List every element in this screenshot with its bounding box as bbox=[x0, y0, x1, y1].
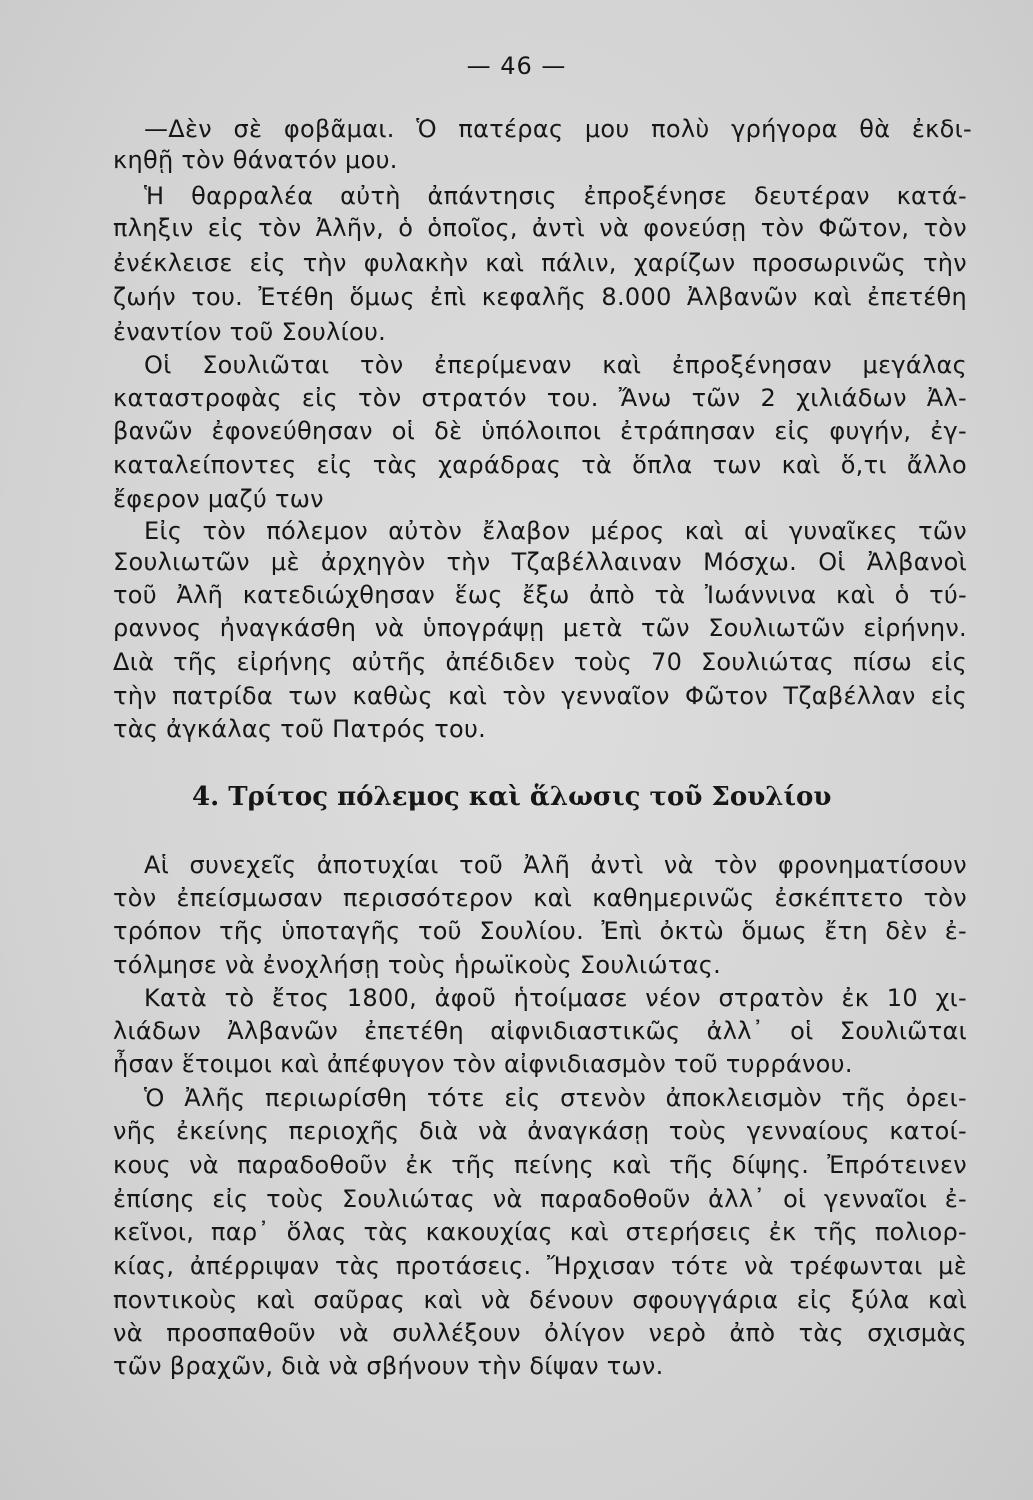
text-line: ἔφερον μαζύ των bbox=[113, 485, 324, 513]
text-line: νὰ προσπαθοῦν νὰ συλλέξουν ὀλίγον νερὸ ἀπὸ τὰς σχισμὰς bbox=[113, 1319, 967, 1347]
text-line: νῆς ἐκείνης περιοχῆς διὰ νὰ ἀναγκάσῃ τοὺς γενναίους κατοί- bbox=[113, 1117, 967, 1145]
text-line: τὰς ἀγκάλας τοῦ Πατρός του. bbox=[113, 715, 487, 743]
text-line: τῶν βραχῶν, διὰ νὰ σβήνουν τὴν δίψαν των. bbox=[113, 1352, 664, 1380]
text-line: κίας, ἀπέρριψαν τὰς προτάσεις. Ἤρχισαν τότε νὰ τρέφωνται μὲ bbox=[113, 1252, 967, 1280]
text-line: καταλείποντες εἰς τὰς χαράδρας τὰ ὅπλα των καὶ ὅ,τι ἄλλο bbox=[113, 451, 967, 479]
text-line: ἐνέκλεισε εἰς τὴν φυλακὴν καὶ πάλιν, χαρίζων προσωρινῶς τὴν bbox=[113, 249, 967, 277]
text-line: Σουλιωτῶν μὲ ἀρχηγὸν τὴν Τζαβέλλαιναν Μόσχω. Οἱ Ἀλβανοὶ bbox=[113, 548, 967, 576]
text-line: ἦσαν ἕτοιμοι καὶ ἀπέφυγον τὸν αἰφνιδιασμὸν τοῦ τυρράνου. bbox=[113, 1050, 853, 1078]
text-line: Οἱ Σουλιῶται τὸν ἐπερίμεναν καὶ ἐπροξένησαν μεγάλας bbox=[144, 351, 967, 379]
page-number: — 46 — bbox=[466, 52, 567, 80]
text-line: κηθῇ τὸν θάνατόν μου. bbox=[113, 146, 398, 174]
text-line: ραννος ἠναγκάσθη νὰ ὑπογράψῃ μετὰ τῶν Σουλιωτῶν εἰρήνην. bbox=[113, 614, 967, 642]
text-line: —Δὲν σὲ φοβᾶμαι. Ὁ πατέρας μου πολὺ γρήγορα θὰ ἐκδι- bbox=[144, 115, 972, 143]
text-line: ἐπίσης εἰς τοὺς Σουλιώτας νὰ παραδοθοῦν ἀλλ᾽ οἱ γενναῖοι ἐ- bbox=[113, 1185, 967, 1213]
section-heading: 4. Τρίτος πόλεμος καὶ ἅλωσις τοῦ Σουλίου bbox=[192, 782, 832, 812]
text-line: λιάδων Ἀλβανῶν ἐπετέθη αἰφνιδιαστικῶς ἀλλ᾽ οἱ Σουλιῶται bbox=[113, 1017, 967, 1045]
text-line: ζωήν του. Ἐτέθη ὅμως ἐπὶ κεφαλῆς 8.000 Ἀλβανῶν καὶ ἐπετέθη bbox=[113, 283, 967, 311]
text-line: τοῦ Ἀλῆ κατεδιώχθησαν ἕως ἔξω ἀπὸ τὰ Ἰωάννινα καὶ ὁ τύ- bbox=[113, 581, 967, 609]
text-line: ποντικοὺς καὶ σαῦρας καὶ νὰ δένουν σφουγγάρια εἰς ξύλα καὶ bbox=[113, 1286, 967, 1314]
text-line: τόλμησε νὰ ἐνοχλήσῃ τοὺς ἡρωϊκοὺς Σουλιώτας. bbox=[113, 951, 722, 979]
text-line: Διὰ τῆς εἰρήνης αὐτῆς ἀπέδιδεν τοὺς 70 Σουλιώτας πίσω εἰς bbox=[113, 648, 967, 676]
text-line: τὴν πατρίδα των καθὼς καὶ τὸν γενναῖον Φῶτον Τζαβέλλαν εἰς bbox=[113, 682, 967, 710]
text-line: τρόπον τῆς ὑποταγῆς τοῦ Σουλίου. Ἐπὶ ὀκτὼ ὅμως ἔτη δὲν ἐ- bbox=[113, 917, 967, 945]
text-line: Κατὰ τὸ ἔτος 1800, ἀφοῦ ἡτοίμασε νέον στρατὸν ἐκ 10 χι- bbox=[144, 984, 967, 1012]
text-line: τὸν ἐπείσμωσαν περισσότερον καὶ καθημερινῶς ἐσκέπτετο τὸν bbox=[113, 884, 967, 912]
text-line: βανῶν ἐφονεύθησαν οἱ δὲ ὑπόλοιποι ἐτράπησαν εἰς φυγήν, ἐγ- bbox=[113, 417, 967, 445]
text-line: Ὁ Ἀλῆς περιωρίσθη τότε εἰς στενὸν ἀποκλεισμὸν τῆς ὀρει- bbox=[144, 1084, 967, 1112]
text-line: κους νὰ παραδοθοῦν ἐκ τῆς πείνης καὶ τῆς δίψης. Ἐπρότεινεν bbox=[113, 1151, 967, 1179]
text-line: καταστροφὰς εἰς τὸν στρατόν του. Ἄνω τῶν 2 χιλιάδων Ἀλ- bbox=[113, 384, 967, 412]
text-line: Ἡ θαρραλέα αὐτὴ ἀπάντησις ἐπροξένησε δευτέραν κατά- bbox=[144, 182, 967, 210]
text-line: ἐναντίον τοῦ Σουλίου. bbox=[113, 318, 387, 346]
text-line: κεῖνοι, παρ᾽ ὅλας τὰς κακουχίας καὶ στερήσεις ἐκ τῆς πολιορ- bbox=[113, 1218, 967, 1246]
text-line: πληξιν εἰς τὸν Ἀλῆν, ὁ ὁποῖος, ἀντὶ νὰ φονεύσῃ τὸν Φῶτον, τὸν bbox=[113, 214, 967, 242]
text-line: Αἱ συνεχεῖς ἀποτυχίαι τοῦ Ἀλῆ ἀντὶ νὰ τὸν φρονηματίσουν bbox=[144, 851, 967, 879]
text-line: Εἰς τὸν πόλεμον αὐτὸν ἔλαβον μέρος καὶ αἱ γυναῖκες τῶν bbox=[144, 517, 967, 545]
